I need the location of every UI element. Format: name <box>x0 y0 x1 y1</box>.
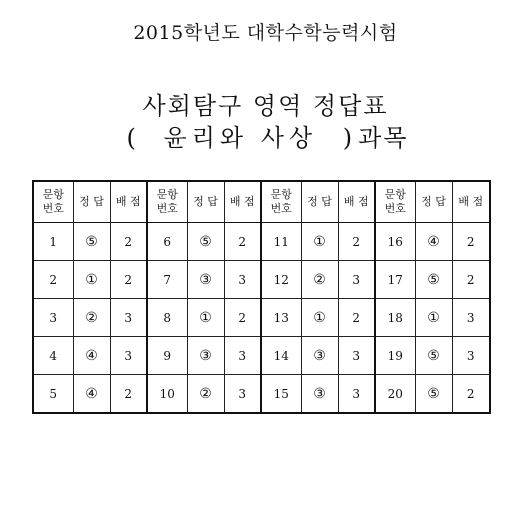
exam-title: 2015학년도 대학수학능력시험 <box>133 22 398 44</box>
points-cell: 3 <box>338 375 375 414</box>
points-header: 배 점 <box>452 181 490 223</box>
question-number: 10 <box>147 375 187 414</box>
points-cell: 2 <box>110 261 147 299</box>
question-number: 20 <box>375 375 415 414</box>
points-header: 배 점 <box>338 181 375 223</box>
points-cell: 3 <box>224 375 261 414</box>
points-cell: 2 <box>110 223 147 261</box>
question-number: 14 <box>261 337 301 375</box>
answer-header: 정 답 <box>415 181 452 223</box>
question-number: 17 <box>375 261 415 299</box>
answer-cell: ⑤ <box>415 337 452 375</box>
answer-cell: ④ <box>73 375 110 414</box>
question-number: 15 <box>261 375 301 414</box>
table-row <box>33 261 490 299</box>
answer-cell: ⑤ <box>187 223 224 261</box>
points-cell: 3 <box>452 337 490 375</box>
points-cell: 2 <box>452 261 490 299</box>
points-cell: 2 <box>338 223 375 261</box>
question-number: 9 <box>147 337 187 375</box>
question-number: 11 <box>261 223 301 261</box>
answer-cell: ⑤ <box>73 223 110 261</box>
points-cell: 3 <box>338 337 375 375</box>
subject-close-paren: ) <box>342 124 355 152</box>
points-cell: 2 <box>338 299 375 337</box>
subject-open-paren: ( <box>126 124 138 152</box>
answer-header: 정 답 <box>187 181 224 223</box>
answer-cell: ③ <box>187 261 224 299</box>
points-cell: 3 <box>110 299 147 337</box>
header-row <box>33 181 490 223</box>
question-number: 6 <box>147 223 187 261</box>
number-header-line1: 문항 <box>384 188 406 201</box>
table-row <box>33 299 490 337</box>
question-number: 3 <box>33 299 73 337</box>
question-number: 4 <box>33 337 73 375</box>
answer-cell: ⑤ <box>415 375 452 414</box>
points-cell: 2 <box>110 375 147 414</box>
answer-cell: ④ <box>73 337 110 375</box>
answer-cell: ① <box>301 223 338 261</box>
number-header-line1: 문항 <box>270 188 292 201</box>
number-header <box>147 181 187 223</box>
answer-cell: ② <box>301 261 338 299</box>
answer-cell: ① <box>187 299 224 337</box>
points-header: 배 점 <box>224 181 261 223</box>
number-header-line1: 문항 <box>42 188 64 201</box>
answer-cell: ① <box>73 261 110 299</box>
number-header <box>33 181 73 223</box>
answer-cell: ② <box>187 375 224 414</box>
points-cell: 3 <box>224 261 261 299</box>
number-header-line2: 번호 <box>42 202 64 215</box>
points-cell: 2 <box>452 223 490 261</box>
number-header-line2: 번호 <box>156 202 178 215</box>
number-header-line2: 번호 <box>270 202 292 215</box>
points-cell: 2 <box>224 223 261 261</box>
number-header <box>261 181 301 223</box>
question-number: 13 <box>261 299 301 337</box>
subject-name: 윤리와 사상 <box>163 124 318 152</box>
answer-cell: ① <box>415 299 452 337</box>
question-number: 5 <box>33 375 73 414</box>
points-cell: 3 <box>452 299 490 337</box>
points-header: 배 점 <box>110 181 147 223</box>
subject-line <box>0 118 531 153</box>
question-number: 12 <box>261 261 301 299</box>
number-header <box>375 181 415 223</box>
number-header-line1: 문항 <box>156 188 178 201</box>
subject-suffix: 과목 <box>358 124 409 152</box>
answer-cell: ③ <box>301 337 338 375</box>
table-row <box>33 223 490 261</box>
answer-header: 정 답 <box>301 181 338 223</box>
table-row <box>33 375 490 414</box>
question-number: 7 <box>147 261 187 299</box>
answer-cell: ① <box>301 299 338 337</box>
answer-cell: ④ <box>415 223 452 261</box>
question-number: 16 <box>375 223 415 261</box>
points-cell: 3 <box>338 261 375 299</box>
answer-table <box>32 180 491 414</box>
number-header-line2: 번호 <box>384 202 406 215</box>
answer-header: 정 답 <box>73 181 110 223</box>
question-number: 8 <box>147 299 187 337</box>
question-number: 18 <box>375 299 415 337</box>
sheet-title: 사회탐구 영역 정답표 <box>142 92 389 120</box>
question-number: 1 <box>33 223 73 261</box>
points-cell: 2 <box>224 299 261 337</box>
answer-cell: ② <box>73 299 110 337</box>
answer-cell: ③ <box>301 375 338 414</box>
points-cell: 3 <box>224 337 261 375</box>
question-number: 19 <box>375 337 415 375</box>
points-cell: 3 <box>110 337 147 375</box>
points-cell: 2 <box>452 375 490 414</box>
answer-cell: ③ <box>187 337 224 375</box>
table-row <box>33 337 490 375</box>
answer-cell: ⑤ <box>415 261 452 299</box>
question-number: 2 <box>33 261 73 299</box>
